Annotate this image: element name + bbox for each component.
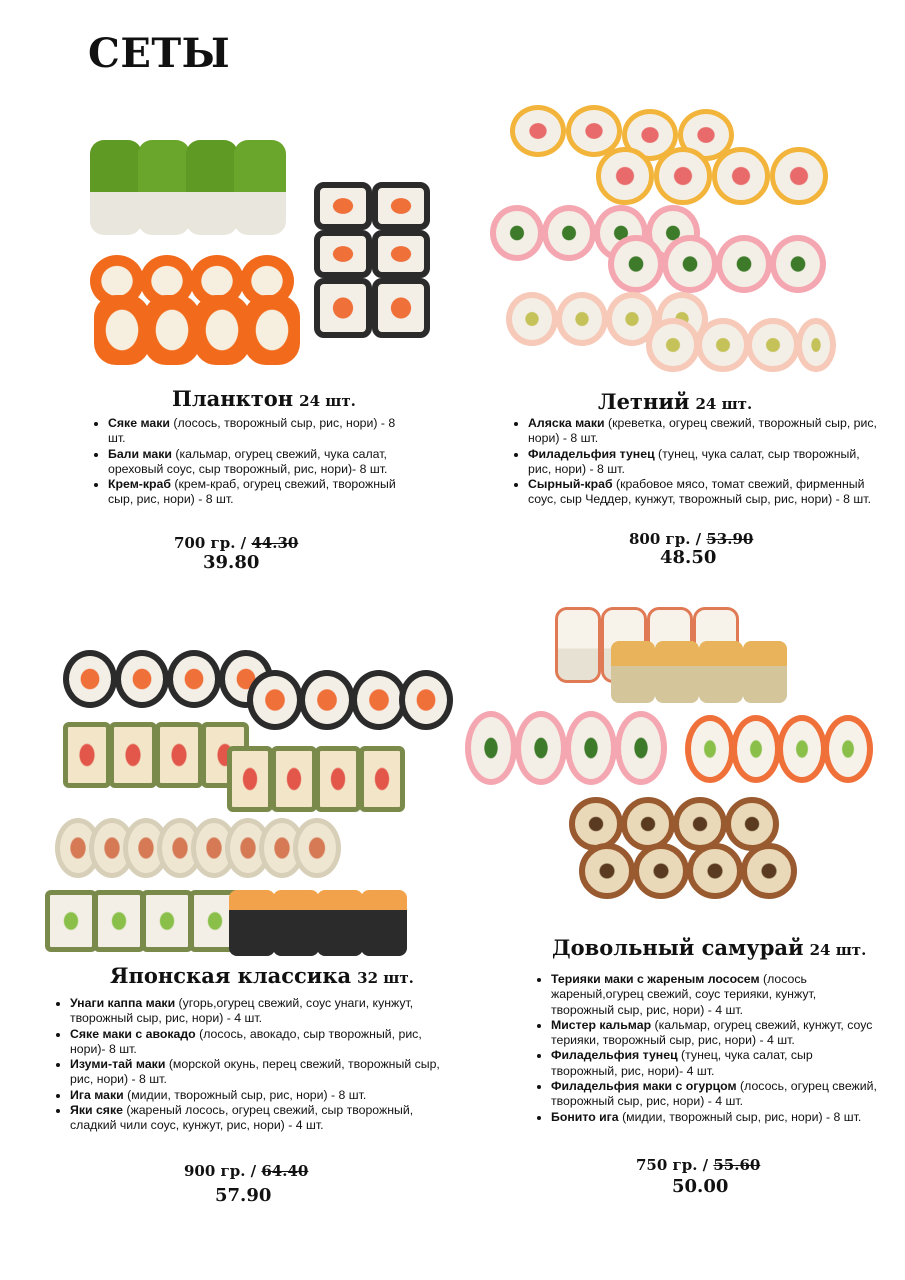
sushi-roll-piece — [90, 140, 142, 235]
sushi-roll-piece — [227, 746, 273, 812]
weight: 750 гр. / — [636, 1156, 714, 1174]
sushi-roll-piece — [515, 711, 567, 785]
weight: 800 гр. / — [629, 530, 707, 548]
roll-row — [506, 292, 836, 372]
list-item — [551, 1079, 881, 1110]
item-description: (крем-краб, огурец свежий, творожный сыр, рис, нори) - 8 шт. — [108, 477, 396, 507]
sushi-roll-piece — [138, 140, 190, 235]
list-item — [70, 996, 460, 1027]
sushi-roll-piece — [770, 147, 828, 205]
item-description: (кальмар, огурец свежий, кунжут, соус терияки, творожный сыр, рис, нори) - 4 шт. — [551, 1017, 873, 1048]
sushi-roll-piece — [141, 890, 193, 952]
weight-and-old-price — [174, 534, 298, 552]
roll-row — [90, 140, 300, 240]
item-description: (мидии, творожный сыр, рис, нори) - 8 шт. — [618, 1109, 862, 1124]
piece-count: 24 шт. — [809, 941, 867, 959]
set-name: Довольный самурай — [552, 935, 804, 960]
roll-row — [314, 182, 432, 372]
sushi-roll-piece — [655, 641, 699, 703]
sushi-roll-piece — [696, 318, 750, 372]
roll-row — [55, 818, 345, 884]
item-name: Крем-краб — [108, 477, 171, 492]
item-name: Мистер кальмар — [551, 1017, 652, 1032]
sushi-roll-piece — [372, 182, 430, 230]
sushi-roll-piece — [556, 292, 608, 346]
sushi-roll-piece — [399, 670, 453, 730]
set-name: Планктон — [172, 386, 294, 411]
item-name: Бали маки — [108, 446, 172, 461]
sushi-roll-piece — [234, 140, 286, 235]
item-description: (лосось жареный,огурец свежий, соус терияки, кунжут, творожный сыр, рис, нори) - 4 шт. — [551, 972, 817, 1017]
sushi-roll-piece — [633, 843, 689, 899]
sushi-roll-piece — [611, 641, 655, 703]
roll-row — [63, 722, 413, 814]
list-item — [551, 1110, 881, 1125]
sushi-roll-piece — [115, 650, 169, 708]
list-item — [551, 1018, 881, 1049]
piece-count: 24 шт. — [299, 392, 356, 410]
sushi-roll-piece — [317, 890, 363, 956]
item-description: (угорь,огурец свежий, соус унаги, кунжут, творожный сыр, рис, нори) - 4 шт. — [70, 996, 414, 1026]
sushi-roll-piece — [314, 278, 372, 338]
item-description: (тунец, чука салат, сыр творожный, рис, нори) - 8 шт. — [528, 446, 860, 476]
list-item — [70, 1057, 460, 1088]
old-price: 44.30 — [251, 534, 299, 552]
price: 50.00 — [672, 1176, 729, 1197]
list-item — [70, 1103, 460, 1134]
sushi-roll-piece — [569, 797, 623, 851]
sushi-roll-piece — [687, 843, 743, 899]
composition-list — [510, 416, 878, 508]
item-description: (тунец, чука салат, сыр творожный, рис, нори)- 4 шт. — [551, 1048, 813, 1078]
sushi-roll-piece — [685, 715, 735, 783]
item-name: Терияки маки с жареным лососем — [551, 972, 760, 986]
piece-count: 24 шт. — [695, 395, 753, 413]
sushi-roll-piece — [45, 890, 97, 952]
sushi-roll-piece — [315, 746, 361, 812]
set-title — [552, 935, 866, 960]
old-price: 64.40 — [261, 1162, 309, 1180]
roll-row — [465, 711, 875, 791]
price: 48.50 — [660, 547, 717, 568]
sushi-roll-piece — [565, 711, 617, 785]
sushi-roll-piece — [490, 205, 544, 261]
weight-and-old-price — [184, 1162, 308, 1180]
list-item — [528, 447, 878, 478]
sushi-roll-piece — [244, 295, 300, 365]
item-name: Аляска маки — [528, 416, 605, 430]
piece-count: 32 шт. — [357, 969, 414, 987]
sushi-roll-piece — [743, 641, 787, 703]
sushi-roll-piece — [194, 295, 250, 365]
list-item — [70, 1027, 460, 1058]
roll-row — [45, 888, 415, 958]
list-item — [70, 1088, 460, 1103]
item-name: Бонито ига — [551, 1109, 619, 1124]
sushi-roll-piece — [796, 318, 836, 372]
item-name: Филадельфия тунец — [551, 1048, 678, 1063]
item-description: (мидии, творожный сыр, рис, нори) - 8 шт. — [123, 1087, 367, 1102]
sushi-roll-piece — [662, 235, 718, 293]
sushi-roll-piece — [293, 818, 341, 878]
sushi-roll-piece — [465, 711, 517, 785]
item-name: Сяке маки — [108, 416, 170, 430]
old-price: 55.60 — [713, 1156, 761, 1174]
item-name: Унаги каппа маки — [70, 996, 176, 1010]
sushi-roll-piece — [229, 890, 275, 956]
item-description: (лосось, авокадо, сыр творожный, рис, нори)- 8 шт. — [70, 1026, 422, 1056]
roll-row — [510, 105, 830, 205]
price: 57.90 — [215, 1185, 272, 1206]
sushi-roll-piece — [155, 722, 203, 788]
sushi-roll-piece — [823, 715, 873, 783]
sushi-roll-piece — [372, 230, 430, 278]
sushi-roll-piece — [63, 650, 117, 708]
sushi-roll-piece — [699, 641, 743, 703]
sushi-roll-piece — [777, 715, 827, 783]
sushi-roll-piece — [770, 235, 826, 293]
set-title — [110, 963, 414, 988]
sushi-roll-piece — [144, 295, 200, 365]
sushi-roll-piece — [712, 147, 770, 205]
page-title: СЕТЫ — [88, 30, 231, 77]
list-item — [108, 477, 408, 508]
roll-row — [90, 255, 305, 375]
list-item — [551, 1048, 881, 1079]
sushi-roll-piece — [506, 292, 558, 346]
set-photo — [465, 605, 880, 902]
sushi-roll-piece — [186, 140, 238, 235]
set-name: Летний — [598, 389, 690, 414]
item-name: Яки сяке — [70, 1103, 123, 1118]
price: 39.80 — [203, 552, 260, 573]
set-photo — [86, 130, 436, 375]
sushi-roll-piece — [555, 607, 601, 683]
set-photo — [45, 648, 455, 960]
item-description: (лосось, творожный сыр, рис, нори) - 8 шт. — [108, 416, 396, 446]
sushi-roll-piece — [579, 843, 635, 899]
set-name: Японская классика — [110, 963, 352, 988]
sushi-roll-piece — [608, 235, 664, 293]
sushi-roll-piece — [596, 147, 654, 205]
sushi-roll-piece — [247, 670, 303, 730]
item-description: (жареный лосось, огурец свежий, сыр творожный, сладкий чили соус, кунжут, рис, нори) - 4 шт. — [70, 1103, 414, 1133]
item-name: Филадельфия маки с огурцом — [551, 1079, 737, 1094]
item-name: Ига маки — [70, 1087, 124, 1102]
item-name: Сырный-краб — [528, 477, 613, 492]
sushi-roll-piece — [372, 278, 430, 338]
sushi-roll-piece — [716, 235, 772, 293]
item-description: (крабовое мясо, томат свежий, фирменный соус, сыр Чеддер, кунжут, творожный сыр, рис, нори) - 8 шт. — [528, 477, 871, 507]
sushi-roll-piece — [741, 843, 797, 899]
item-description: (морской окунь, перец свежий, творожный сыр, рис, нори) - 8 шт. — [70, 1057, 440, 1087]
sushi-roll-piece — [167, 650, 221, 708]
weight: 700 гр. / — [174, 534, 252, 552]
list-item — [108, 447, 408, 478]
sushi-roll-piece — [654, 147, 712, 205]
list-item — [108, 416, 408, 447]
sushi-roll-piece — [94, 295, 150, 365]
item-name: Изуми-тай маки — [70, 1057, 166, 1072]
old-price: 53.90 — [706, 530, 754, 548]
sushi-roll-piece — [361, 890, 407, 956]
set-photo — [490, 100, 840, 375]
list-item — [551, 972, 881, 1018]
set-title — [598, 389, 752, 414]
sushi-roll-piece — [646, 318, 700, 372]
list-item — [528, 416, 878, 447]
sushi-roll-piece — [299, 670, 355, 730]
weight-and-old-price — [636, 1156, 760, 1174]
roll-row — [490, 205, 830, 295]
sushi-roll-piece — [273, 890, 319, 956]
item-description: (лосось, огурец свежий, творожный сыр, рис, нори) - 4 шт. — [551, 1079, 877, 1109]
sushi-roll-piece — [314, 230, 372, 278]
sushi-roll-piece — [314, 182, 372, 230]
item-description: (креветка, огурец свежий, творожный сыр, рис, нори) - 8 шт. — [528, 416, 877, 446]
sushi-roll-piece — [542, 205, 596, 261]
roll-row — [63, 650, 453, 732]
composition-list — [533, 972, 881, 1125]
sushi-roll-piece — [510, 105, 566, 157]
item-name: Сяке маки с авокадо — [70, 1026, 196, 1041]
item-description: (кальмар, огурец свежий, чука салат, ореховый соус, сыр творожный, рис, нори)- 8 шт. — [108, 446, 388, 476]
set-title — [172, 386, 356, 411]
item-name: Филадельфия тунец — [528, 446, 655, 461]
sushi-roll-piece — [746, 318, 800, 372]
composition-list — [90, 416, 408, 508]
sushi-roll-piece — [93, 890, 145, 952]
composition-list — [52, 996, 460, 1134]
sushi-roll-piece — [271, 746, 317, 812]
sushi-roll-piece — [63, 722, 111, 788]
sushi-roll-piece — [109, 722, 157, 788]
roll-row — [569, 797, 799, 902]
sushi-roll-piece — [359, 746, 405, 812]
sushi-roll-piece — [615, 711, 667, 785]
weight-and-old-price — [629, 530, 753, 548]
list-item — [528, 477, 878, 508]
sushi-roll-piece — [731, 715, 781, 783]
weight: 900 гр. / — [184, 1162, 262, 1180]
roll-row — [555, 605, 795, 705]
